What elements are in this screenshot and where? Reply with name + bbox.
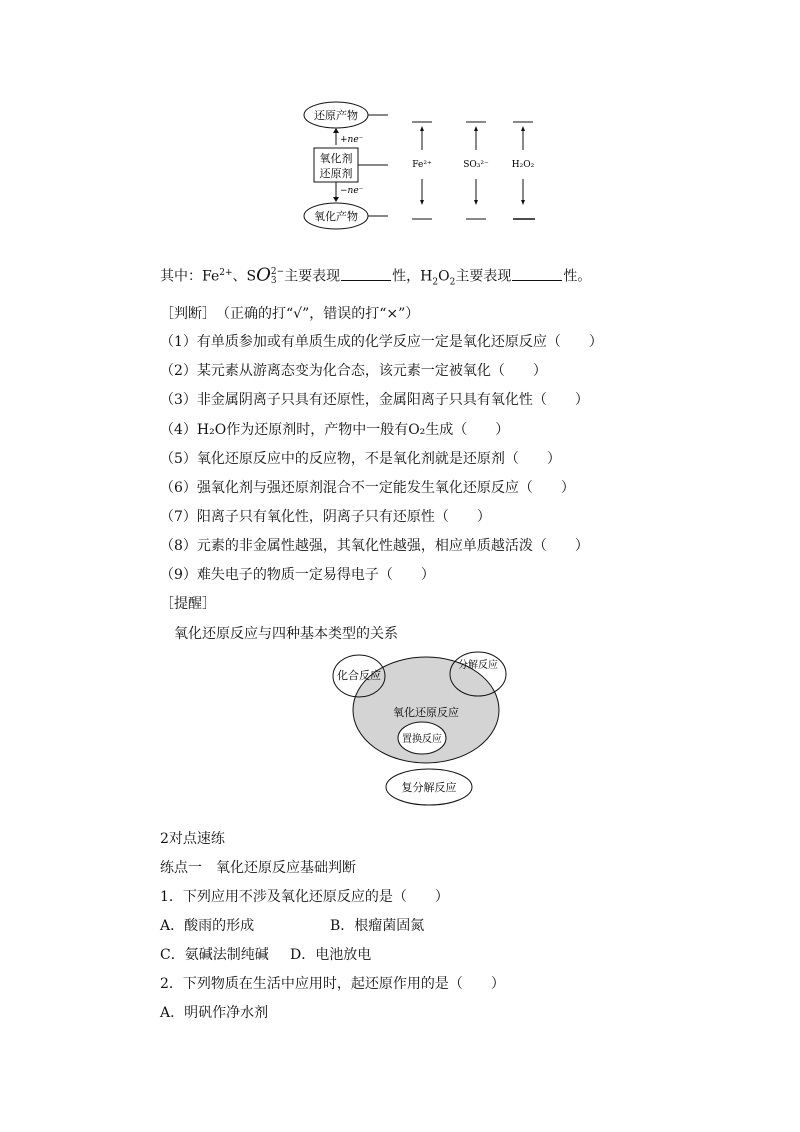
fe-down-arrowhead xyxy=(420,200,424,205)
gain-label: +ne⁻ xyxy=(340,135,364,145)
reaction-types-venn xyxy=(326,648,526,808)
so3-charge: 2− xyxy=(270,266,285,277)
double-decomposition-label: 复分解反应 xyxy=(401,781,457,794)
o2-sub: 2 xyxy=(449,277,456,288)
loss-label: −ne⁻ xyxy=(340,186,364,196)
judge-header: ［判断］ （正确的打“√”，错误的打“×”） xyxy=(160,306,420,322)
o2-text: O xyxy=(438,268,450,285)
species-h2o2: H₂O₂ xyxy=(511,160,535,170)
fill-in-line xyxy=(160,263,591,292)
oxidant-label: 氧化剂 xyxy=(319,152,353,165)
fe-up-arrowhead xyxy=(420,126,424,131)
tip-title: 氧化还原反应与四种基本类型的关系 xyxy=(174,626,398,642)
judge-item-8: （8）元素的非金属性越强，其氧化性越强，相应单质越活泼（ ） xyxy=(160,538,589,554)
h2o2-up-arrowhead xyxy=(521,126,525,131)
decomposition-label: 分解反应 xyxy=(458,660,498,671)
so3-down-arrowhead xyxy=(474,200,478,205)
fill-mid3: 主要表现 xyxy=(455,268,512,285)
redox-relation-diagram xyxy=(300,95,560,235)
question-1: 1．下列应用不涉及氧化还原反应的是（ ） xyxy=(160,889,449,905)
judge-item-9: （9）难失电子的物质一定易得电子（ ） xyxy=(160,567,435,583)
species-so3: SO₃²⁻ xyxy=(463,160,489,170)
fill-mid1: 主要表现 xyxy=(284,268,341,285)
fe-charge: 2+ xyxy=(219,268,233,278)
h2o2-down-arrowhead xyxy=(521,200,525,205)
answer-blank-1[interactable] xyxy=(341,266,391,281)
judge-item-5: （5）氧化还原反应中的反应物，不是氧化剂就是还原剂（ ） xyxy=(160,451,561,467)
judge-item-6: （6）强氧化剂与强还原剂混合不一定能发生氧化还原反应（ ） xyxy=(160,480,575,496)
question-1-option-c: C．氨碱法制纯碱 xyxy=(160,947,269,963)
judge-item-7: （7）阳离子只有氧化性，阴离子只有还原性（ ） xyxy=(160,509,491,525)
question-2: 2．下列物质在生活中应用时，起还原作用的是（ ） xyxy=(160,976,505,992)
tip-header: ［提醒］ xyxy=(160,596,216,612)
answer-blank-2[interactable] xyxy=(512,266,562,281)
fill-mid2: 性，H xyxy=(392,268,433,285)
so3-subscript: 3 xyxy=(270,275,277,286)
judge-item-2: （2）某元素从游离态变为化合态，该元素一定被氧化（ ） xyxy=(160,363,547,379)
reduction-product-label: 还原产物 xyxy=(314,109,358,122)
loss-arrowhead xyxy=(333,197,339,202)
question-1-option-a: A．酸雨的形成 xyxy=(160,918,255,934)
species-fe: Fe²⁺ xyxy=(412,160,432,170)
gain-arrowhead xyxy=(333,128,339,133)
fill-end: 性。 xyxy=(563,268,592,285)
h2-sub: 2 xyxy=(432,277,439,288)
judge-item-4: （4）H₂O作为还原剂时，产物中一般有O₂生成（ ） xyxy=(160,422,510,438)
question-2-option-a: A．明矾作净水剂 xyxy=(160,1005,269,1021)
question-1-option-d: D．电池放电 xyxy=(290,947,372,963)
judge-item-1: （1）有单质参加或有单质生成的化学反应一定是氧化还原反应（ ） xyxy=(160,334,603,350)
reductant-label: 还原剂 xyxy=(319,167,353,180)
so3-o: O xyxy=(256,264,271,286)
so3-up-arrowhead xyxy=(474,126,478,131)
fill-sep: 、S xyxy=(232,268,257,285)
question-1-option-b: B．根瘤菌固氮 xyxy=(330,918,425,934)
redox-label: 氧化还原反应 xyxy=(393,706,459,719)
practice-title: 练点一 氧化还原反应基础判断 xyxy=(160,860,356,876)
section-title: 2对点速练 xyxy=(160,831,225,847)
oxidation-product-label: 氧化产物 xyxy=(314,210,358,223)
fill-prefix: 其中：Fe xyxy=(160,268,220,285)
displacement-label: 置换反应 xyxy=(402,734,442,745)
combination-label: 化合反应 xyxy=(337,669,381,682)
judge-item-3: （3）非金属阴离子只具有还原性，金属阳离子只具有氧化性（ ） xyxy=(160,392,589,408)
